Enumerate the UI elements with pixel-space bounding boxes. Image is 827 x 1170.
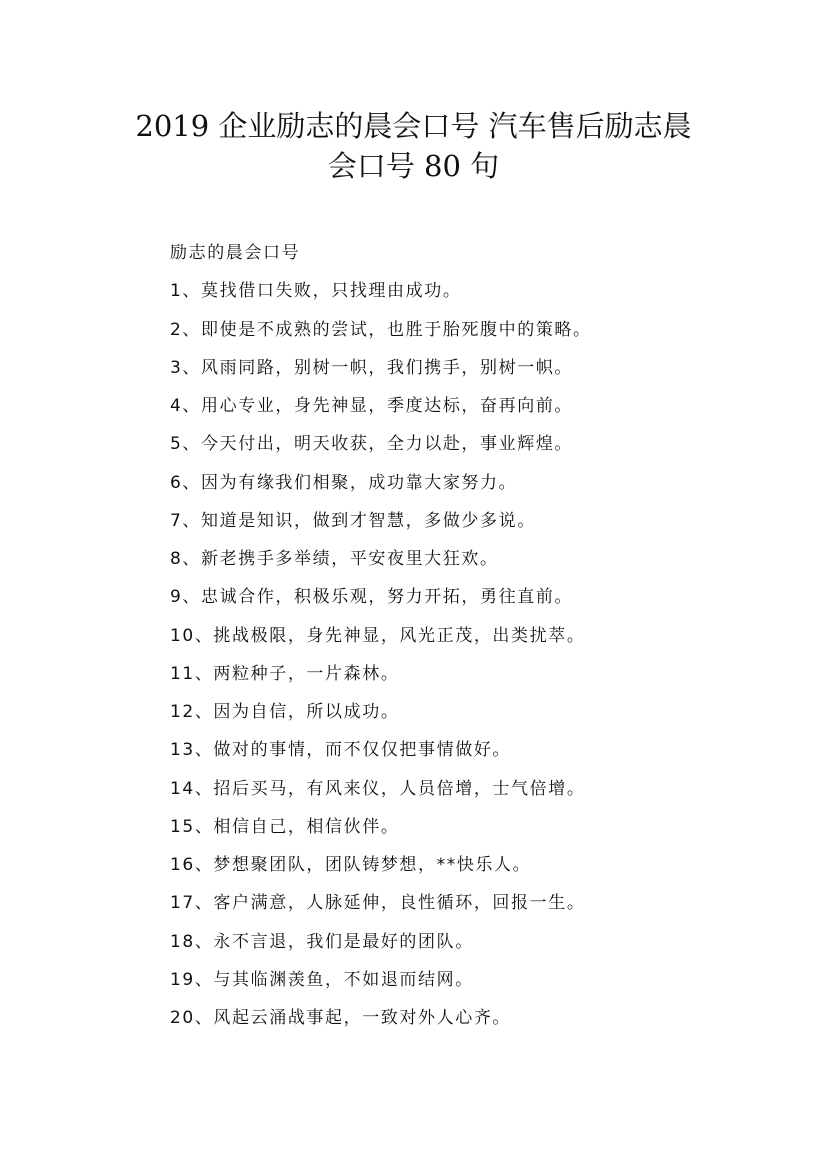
slogan-line: 10、挑战极限，身先神显，风光正茂，出类扰萃。 xyxy=(170,625,586,646)
slogan-line: 12、因为自信，所以成功。 xyxy=(170,702,400,722)
document-body xyxy=(170,241,790,1044)
slogan-line: 9、忠诚合作，积极乐观，努力开拓，勇往直前。 xyxy=(170,587,574,608)
slogan-line: 3、风雨同路，别树一帜，我们携手，别树一帜。 xyxy=(170,357,574,378)
slogan-line: 18、永不言退，我们是最好的团队。 xyxy=(170,931,474,952)
slogan-line: 17、客户满意，人脉延伸，良性循环，回报一生。 xyxy=(170,893,586,914)
document-title-line-2: 会口号 80 句 xyxy=(327,149,500,183)
document-title-line-1: 2019 企业励志的晨会口号 汽车售后励志晨 xyxy=(135,109,692,143)
slogan-line: 4、用心专业，身先神显，季度达标，奋再向前。 xyxy=(170,396,574,416)
slogan-line: 13、做对的事情，而不仅仅把事情做好。 xyxy=(170,740,512,761)
slogan-line: 11、两粒种子，一片森林。 xyxy=(170,663,400,684)
slogan-line: 15、相信自己，相信伙伴。 xyxy=(170,816,400,837)
slogan-line: 20、风起云涌战事起，一致对外人心齐。 xyxy=(170,1008,512,1028)
slogan-line: 8、新老携手多举绩，平安夜里大狂欢。 xyxy=(170,549,499,569)
slogan-line: 16、梦想聚团队，团队铸梦想，**快乐人。 xyxy=(170,855,532,875)
slogan-line: 7、知道是知识，做到才智慧，多做少多说。 xyxy=(170,510,536,531)
slogan-line: 14、招后买马，有风来仪，人员倍增，士气倍增。 xyxy=(170,778,586,799)
slogan-line: 2、即使是不成熟的尝试，也胜于胎死腹中的策略。 xyxy=(170,319,592,340)
slogan-line: 6、因为有缘我们相聚，成功靠大家努力。 xyxy=(170,472,518,493)
section-heading: 励志的晨会口号 xyxy=(170,243,301,263)
slogan-line: 5、今天付出，明天收获，全力以赴，事业辉煌。 xyxy=(170,434,574,455)
slogan-line: 1、莫找借口失败，只找理由成功。 xyxy=(170,281,462,302)
slogan-line: 19、与其临渊羡鱼，不如退而结网。 xyxy=(170,969,474,990)
